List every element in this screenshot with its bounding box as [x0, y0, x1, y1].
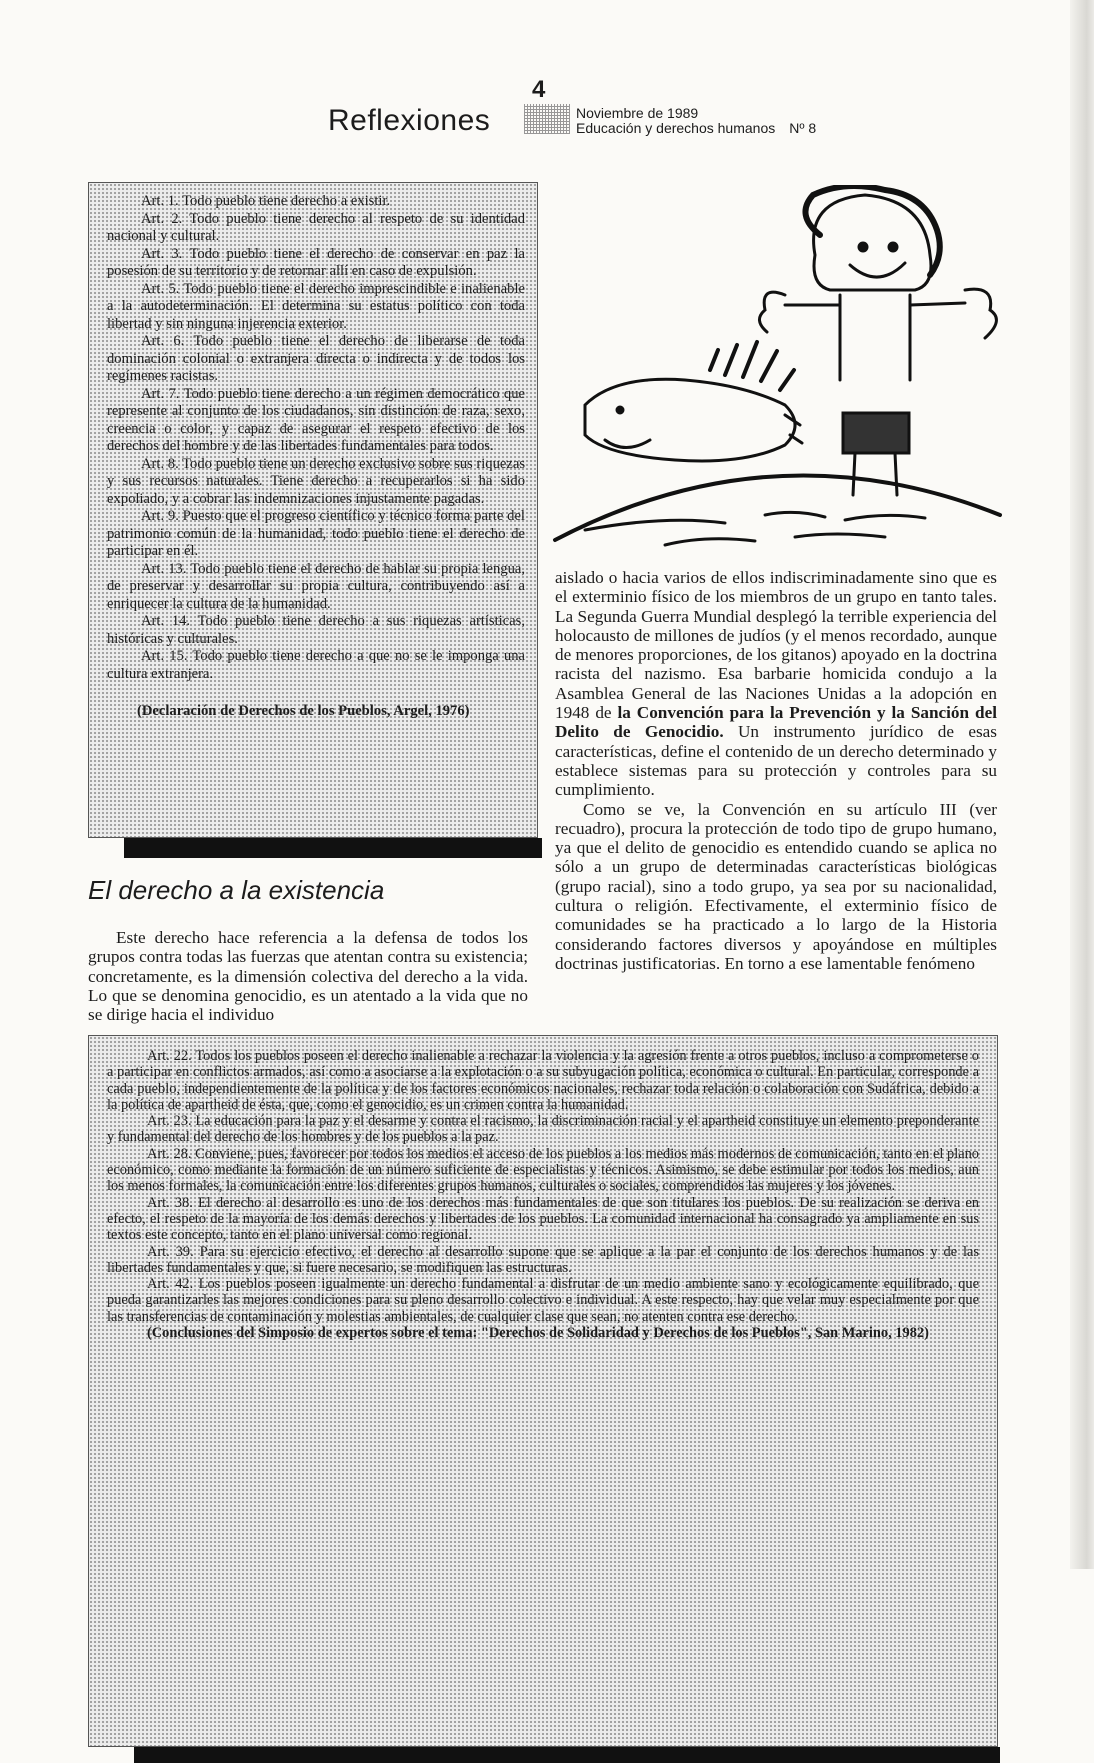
article: Art. 13. Todo pueblo tiene el derecho de hablar su propia lengua, de preservar y desarrollar su propia cultura, contribuyendo así a enriquecer la cultura de la humanidad. [107, 560, 525, 612]
article: Art. 28. Conviene, pues, favorecer por todos los medios el acceso de los pueblos a los medios más modernos de comunicación, tanto en el plano económico, como mediante la formación de un número suficiente de especialistas y técnicos. Asimismo, se debe estimular por todos los medios, aun los menos formales, la comunicación entre los diferentes grupos humanos, culturales o sociales, comprendidos las mujeres y los jóvenes. [107, 1145, 979, 1195]
body-right-column [555, 568, 997, 973]
box-shadow-bar [134, 1747, 1000, 1763]
article: Art. 2. Todo pueblo tiene derecho al respeto de su identidad nacional y cultural. [107, 210, 525, 244]
page-number: 4 [532, 76, 546, 103]
body-left-column [88, 928, 528, 1024]
section-title: El derecho a la existencia [88, 875, 385, 905]
article: Art. 23. La educación para la paz y el desarme y contra el racismo, la discriminación racial y el apartheid constituye un elemento preponderante y fundamental del derecho de los hombres y de los pueblos a la paz. [107, 1113, 979, 1146]
box-shadow-bar [124, 838, 542, 858]
issue-line [576, 121, 816, 136]
article: Art. 39. Para su ejercicio efectivo, el derecho al desarrollo supone que se aplique a la par el conjunto de los derechos humanos y de las libertades fundamentales y que, si fuere necesario, se modifiquen las estructuras. [107, 1243, 979, 1276]
child-drawing-illustration [545, 185, 1015, 565]
article: Art. 22. Todos los pueblos poseen el derecho inalienable a rechazar la violencia y la agresión frente a otros pueblos, incluso a comprometerse o a participar en conflictos armados, así como a asociarse a la explotación o a su subyugación política, económica o cultural. En particular, corresponde a cada pueblo, independientemente de la política y de los factores económicos nacionales, rechazar toda relación o colaboración con Sudáfrica, debido a la política de apartheid de ésta, que, como el genocidio, es un crimen contra la humanidad. [107, 1048, 979, 1113]
declaration-box [88, 182, 538, 838]
body-paragraph: Como se ve, la Convención en su artículo III (ver recuadro), procura la protección de todo tipo de grupo humano, ya que el delito de genocidio es entendido cuando se aplica no sólo a un grupo de determinadas características biológicas (grupo racial), sino a todo grupo, ya sea por su nacionalidad, cultura o religión. Efectivamente, el exterminio físico de comunidades se ha practicado a lo largo de la Historia considerando factores diversos y apoyándose en múltiples doctrinas justificatorias. En torno a ese lamentable fenómeno [555, 799, 997, 973]
issue-date: Noviembre de 1989 [576, 105, 699, 121]
article: Art. 14. Todo pueblo tiene derecho a sus riquezas artísticas, históricas y culturales. [107, 613, 525, 647]
issue-title: Educación y derechos humanos [576, 120, 776, 136]
body-paragraph: Este derecho hace referencia a la defensa de todos los grupos contra todas las fuerzas que atentan contra su existencia; concretamente, es la dimensión colectiva del derecho a la vida. Lo que se denomina genocidio, es un atentado a la vida que no se dirige hacia el individuo [88, 928, 528, 1025]
masthead-info [576, 106, 816, 136]
conclusions-source: (Conclusiones del Simposio de expertos sobre el tema: "Derechos de Solidaridad y Derechos de los Pueblos", San Marino, 1982) [147, 1325, 929, 1342]
convention-name: la Convención para la Prevención y la Sanción del Delito de Genocidio. [555, 703, 997, 742]
article: Art. 6. Todo pueblo tiene el derecho de liberarse de toda dominación colonial o extranjera directa o indirecta y de todos los regímenes racistas. [107, 333, 525, 384]
article: Art. 8. Todo pueblo tiene un derecho exclusivo sobre sus riquezas y sus recursos naturales. Tiene derecho a recuperarlos si ha sido expoliado, y a cobrar las indemnizaciones injustamente pagadas. [107, 455, 525, 507]
issue-number: Nº 8 [789, 120, 817, 136]
article: Art. 5. Todo pueblo tiene el derecho imprescindible e inalienable a la autodeterminación. El determina su estatus político con toda libertad y sin ninguna injerencia exterior. [107, 280, 525, 332]
masthead-title: Reflexiones [328, 104, 491, 137]
declaration-source: (Declaración de Derechos de los Pueblos, Argel, 1976) [137, 703, 470, 719]
article: Art. 38. El derecho al desarrollo es uno de los derechos más fundamentales de que son titulares los pueblos. De su realización se deriva en efecto, el respeto de la mayoría de los demás derechos y libertades de los pueblos. La comunidad internacional ha consagrado ya ampliamente en sus textos este concepto, tanto en el plano universal como regional. [107, 1194, 979, 1244]
article: Art. 1. Todo pueblo tiene derecho a existir. [141, 193, 391, 209]
article: Art. 7. Todo pueblo tiene derecho a un régimen democrático que represente al conjunto de los ciudadanos, sin distinción de raza, sexo, creencia o color, y capaz de asegurar el respeto efectivo de los derechos del hombre y de las libertades fundamentales para todos. [107, 385, 525, 454]
article: Art. 3. Todo pueblo tiene el derecho de conservar en paz la posesión de su territorio y de retornar allí en caso de expulsión. [107, 245, 525, 279]
masthead-pattern [524, 104, 570, 134]
conclusions-box [88, 1035, 998, 1747]
body-text: Un instrumento jurídico de esas características, define el contenido de un derecho determinado y establece sistemas para su protección y controles para su cumplimiento. [555, 722, 997, 800]
article: Art. 15. Todo pueblo tiene derecho a que no se le imponga una cultura extranjera. [107, 648, 525, 682]
body-text: aislado o hacia varios de ellos indiscriminadamente sino que es el exterminio físico de los miembros de un grupo en tanto tales. La Segunda Guerra Mundial desplegó la terrible experiencia del holocausto de millones de judíos (y el menos recordado, aunque de menores proporciones, de los gitanos) apoyado en la doctrina racista del nazismo. Esa barbarie homicida condujo a la Asamblea General de las Naciones Unidas a la adopción en 1948 de [555, 568, 997, 723]
article: Art. 42. Los pueblos poseen igualmente un derecho fundamental a disfrutar de un medio ambiente sano y ecológicamente equilibrado, que pueda garantizarles las mejores condiciones para su pleno desarrollo colectivo e individual. A este respecto, hay que velar muy especialmente por que las transferencias de contaminación y molestias ambientales, de cualquier clase que sean, no atenten contra ese derecho. [107, 1276, 979, 1325]
body-paragraph [555, 568, 997, 800]
page-edge-shadow [1070, 0, 1094, 1569]
article: Art. 9. Puesto que el progreso científico y técnico forma parte del patrimonio común de la humanidad, todo pueblo tiene el derecho de participar en él. [107, 508, 525, 559]
